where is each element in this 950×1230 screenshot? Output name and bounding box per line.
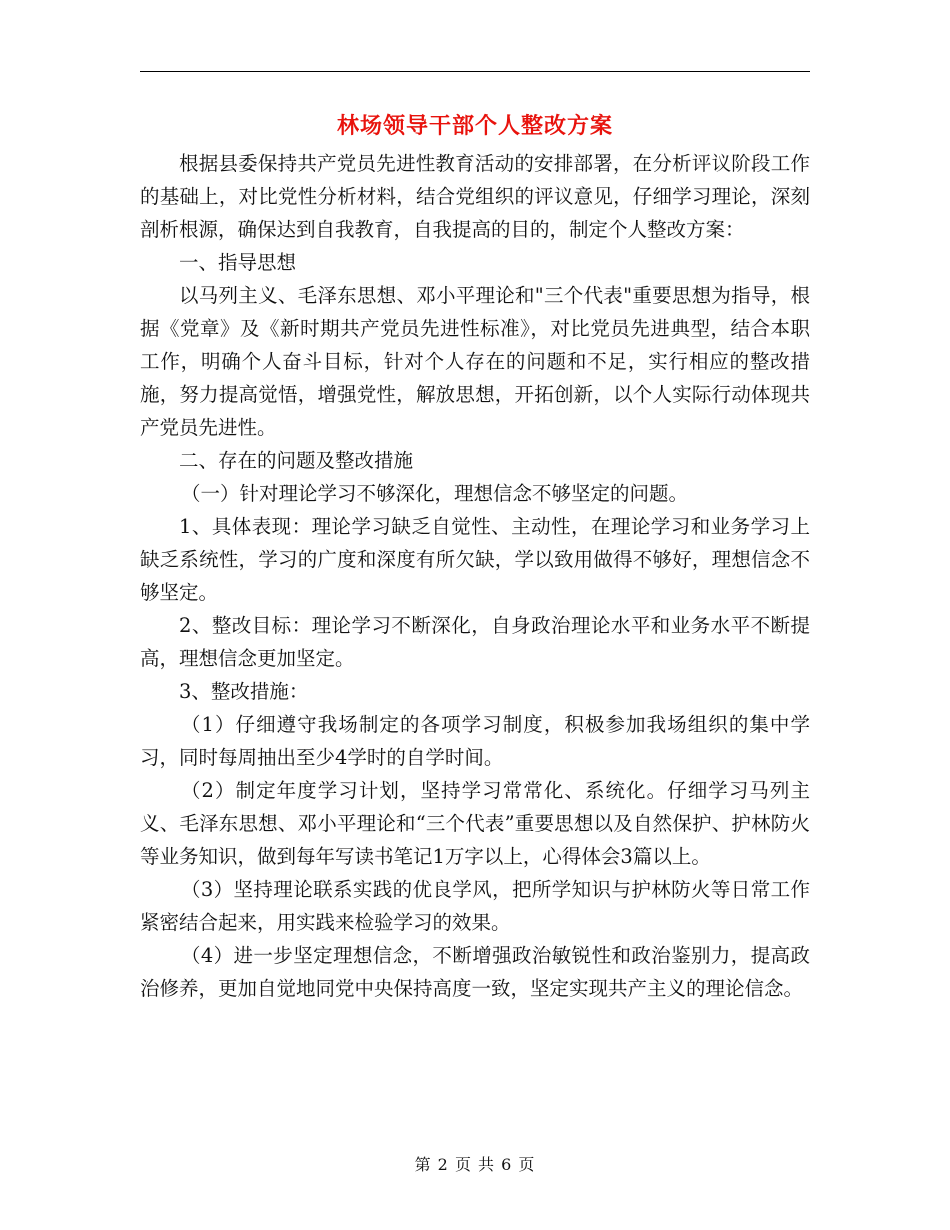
document-body <box>140 147 810 1005</box>
subsection-heading-theory-study: （一）针对理论学习不够深化，理想信念不够坚定的问题。 <box>180 482 688 505</box>
specific-manifestation-paragraph: 1、具体表现：理论学习缺乏自觉性、主动性，在理论学习和业务学习上缺乏系统性，学习的广度和深度有所欠缺，学以致用做得不够好，理想信念不够坚定。 <box>140 515 810 604</box>
page-number-footer: 第 2 页 共 6 页 <box>414 1155 536 1174</box>
guiding-ideology-paragraph: 以马列主义、毛泽东思想、邓小平理论和"三个代表"重要思想为指导，根据《党章》及《新时期共产党员先进性标准》，对比党员先进典型，结合本职工作，明确个人奋斗目标，针对个人存在的问题和不足，实行相应的整改措施，努力提高觉悟，增强党性，解放思想，开拓创新，以个人实际行动体现共产党员先进性。 <box>140 284 810 439</box>
measure-item-4: （4）进一步坚定理想信念，不断增强政治敏锐性和政治鉴别力，提高政治修养，更加自觉地同党中央保持高度一致，坚定实现共产主义的理论信念。 <box>140 944 810 1000</box>
rectification-goal-paragraph: 2、整改目标：理论学习不断深化，自身政治理论水平和业务水平不断提高，理想信念更加坚定。 <box>140 614 810 670</box>
measure-item-1: （1）仔细遵守我场制定的各项学习制度，积极参加我场组织的集中学习，同时每周抽出至少4学时的自学时间。 <box>140 713 810 769</box>
section-heading-problems-measures: 二、存在的问题及整改措施 <box>179 449 414 472</box>
measure-item-2: （2）制定年度学习计划，坚持学习常常化、系统化。仔细学习马列主义、毛泽东思想、邓小平理论和“三个代表”重要思想以及自然保护、护林防火等业务知识，做到每年写读书笔记1万字以上，心得体会3篇以上。 <box>140 779 810 868</box>
header-rule <box>140 71 810 72</box>
section-heading-guiding-ideology: 一、指导思想 <box>179 251 297 274</box>
intro-paragraph: 根据县委保持共产党员先进性教育活动的安排部署，在分析评议阶段工作的基础上，对比党性分析材料，结合党组织的评议意见，仔细学习理论，深刻剖析根源，确保达到自我教育，自我提高的目的，制定个人整改方案： <box>140 152 810 241</box>
rectification-measures-heading: 3、整改措施： <box>179 680 309 703</box>
document-title: 林场领导干部个人整改方案 <box>336 113 613 139</box>
measure-item-3: （3）坚持理论联系实践的优良学风，把所学知识与护林防火等日常工作紧密结合起来，用实践来检验学习的效果。 <box>140 878 810 934</box>
